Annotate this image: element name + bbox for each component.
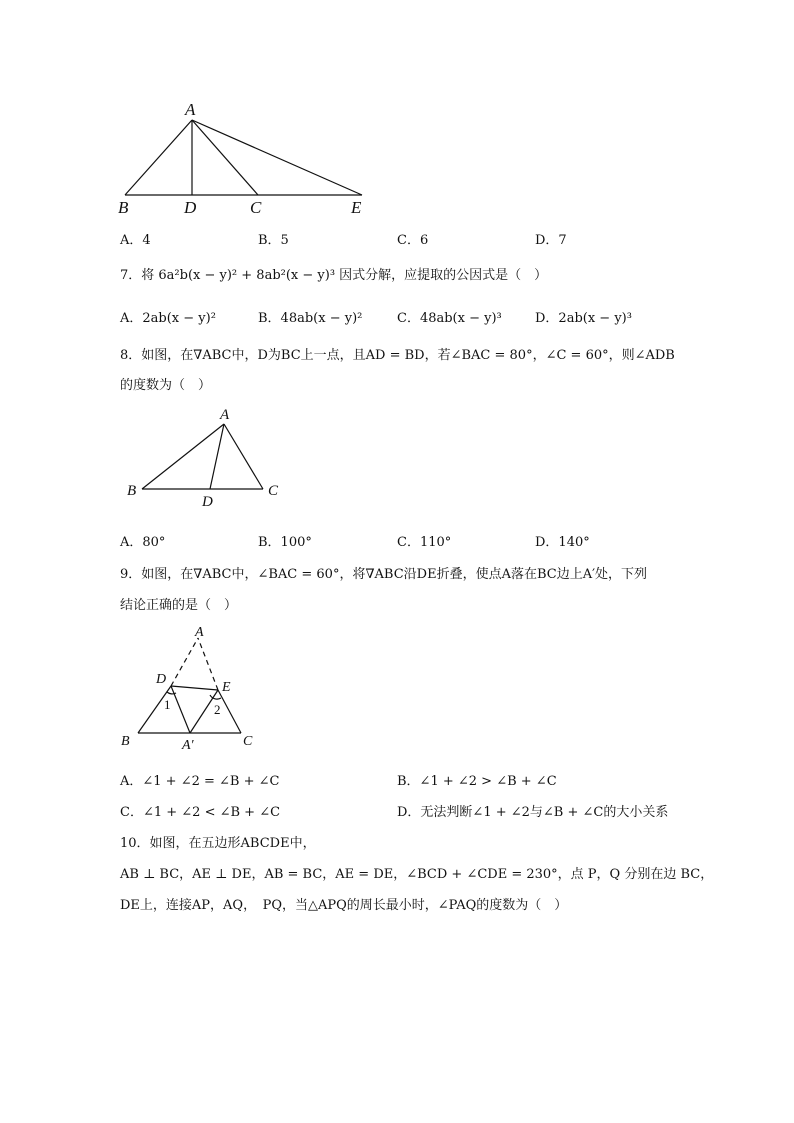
label-angle-2: 2 xyxy=(214,702,221,717)
q8-stem-line-2: 的度数为（ ） xyxy=(120,378,212,393)
label-a: A xyxy=(220,407,230,423)
label-a-prime: A′ xyxy=(182,738,194,753)
segment-ce xyxy=(218,690,241,733)
q9-stem-line-2: 结论正确的是（ ） xyxy=(120,598,238,613)
q8-option-b: B．100° xyxy=(258,535,312,550)
q7-option-b: B．48ab(x − y)² xyxy=(258,311,363,326)
q9-option-c: C．∠1 + ∠2 < ∠B + ∠C xyxy=(120,805,281,820)
q10-stem-line-2: AB ⊥ BC，AE ⊥ DE，AB = BC，AE = DE，∠BCD + ∠CDE = 230°，点 P，Q 分别在边 BC， xyxy=(120,867,714,882)
angle-2-arc xyxy=(210,695,221,699)
figure-q9-svg xyxy=(118,620,268,755)
q8-option-a: A．80° xyxy=(120,535,166,550)
q10-stem-line-1: 10．如图，在五边形ABCDE中， xyxy=(120,836,316,851)
segment-ae xyxy=(192,120,362,195)
q7-option-c: C．48ab(x − y)³ xyxy=(397,311,502,326)
label-angle-1: 1 xyxy=(164,697,171,712)
label-b: B xyxy=(118,198,129,217)
label-b: B xyxy=(127,483,137,499)
segment-da-prime xyxy=(171,686,190,733)
label-a: A xyxy=(195,625,204,640)
q8-option-c: C．110° xyxy=(397,535,452,550)
segment-ac xyxy=(224,424,263,489)
figure-q8-svg xyxy=(120,400,300,515)
dashed-segment-da xyxy=(171,638,198,686)
figure-folded-triangle-q9 xyxy=(118,620,268,755)
segment-de xyxy=(171,686,218,690)
segment-ab xyxy=(125,120,192,195)
figure-1-svg xyxy=(110,95,380,220)
label-c: C xyxy=(268,483,279,499)
q9-option-d: D．无法判断∠1 + ∠2与∠B + ∠C的大小关系 xyxy=(397,805,669,820)
q9-option-a: A．∠1 + ∠2 = ∠B + ∠C xyxy=(120,774,280,789)
segment-ac xyxy=(192,120,258,195)
q7-stem: 7．将 6a²b(x − y)² + 8ab²(x − y)³ 因式分解，应提取的公因式是（ ） xyxy=(120,268,548,283)
figure-triangle-abc-q8 xyxy=(120,400,300,515)
q10-stem-line-3: DE上，连接AP，AQ， PQ，当△APQ的周长最小时，∠PAQ的度数为（ ） xyxy=(120,898,568,913)
q6-option-c: C．6 xyxy=(397,233,429,248)
q7-option-a: A．2ab(x − y)² xyxy=(120,311,216,326)
label-d: D xyxy=(184,198,197,217)
q9-option-b: B．∠1 + ∠2 > ∠B + ∠C xyxy=(397,774,557,789)
dashed-segment-ea xyxy=(198,638,218,690)
q9-stem-line-1: 9．如图，在∇ABC中，∠BAC = 60°，将∇ABC沿DE折叠，使点A落在BC边上A′处，下列 xyxy=(120,567,648,582)
q6-option-a: A．4 xyxy=(120,233,151,248)
figure-triangle-abde xyxy=(110,95,380,220)
q6-option-d: D．7 xyxy=(535,233,567,248)
label-e: E xyxy=(222,680,231,695)
q6-option-b: B．5 xyxy=(258,233,289,248)
label-e: E xyxy=(351,198,362,217)
q7-option-d: D．2ab(x − y)³ xyxy=(535,311,632,326)
label-c: C xyxy=(250,198,262,217)
angle-1-arc xyxy=(167,692,176,694)
q8-option-d: D．140° xyxy=(535,535,590,550)
q8-stem-line-1: 8．如图，在∇ABC中，D为BC上一点，且AD = BD，若∠BAC = 80°，∠C = 60°，则∠ADB xyxy=(120,348,675,363)
label-d: D xyxy=(156,672,167,687)
label-d: D xyxy=(202,494,213,510)
label-c: C xyxy=(243,734,253,749)
label-a: A xyxy=(185,100,196,119)
label-b: B xyxy=(121,734,130,749)
